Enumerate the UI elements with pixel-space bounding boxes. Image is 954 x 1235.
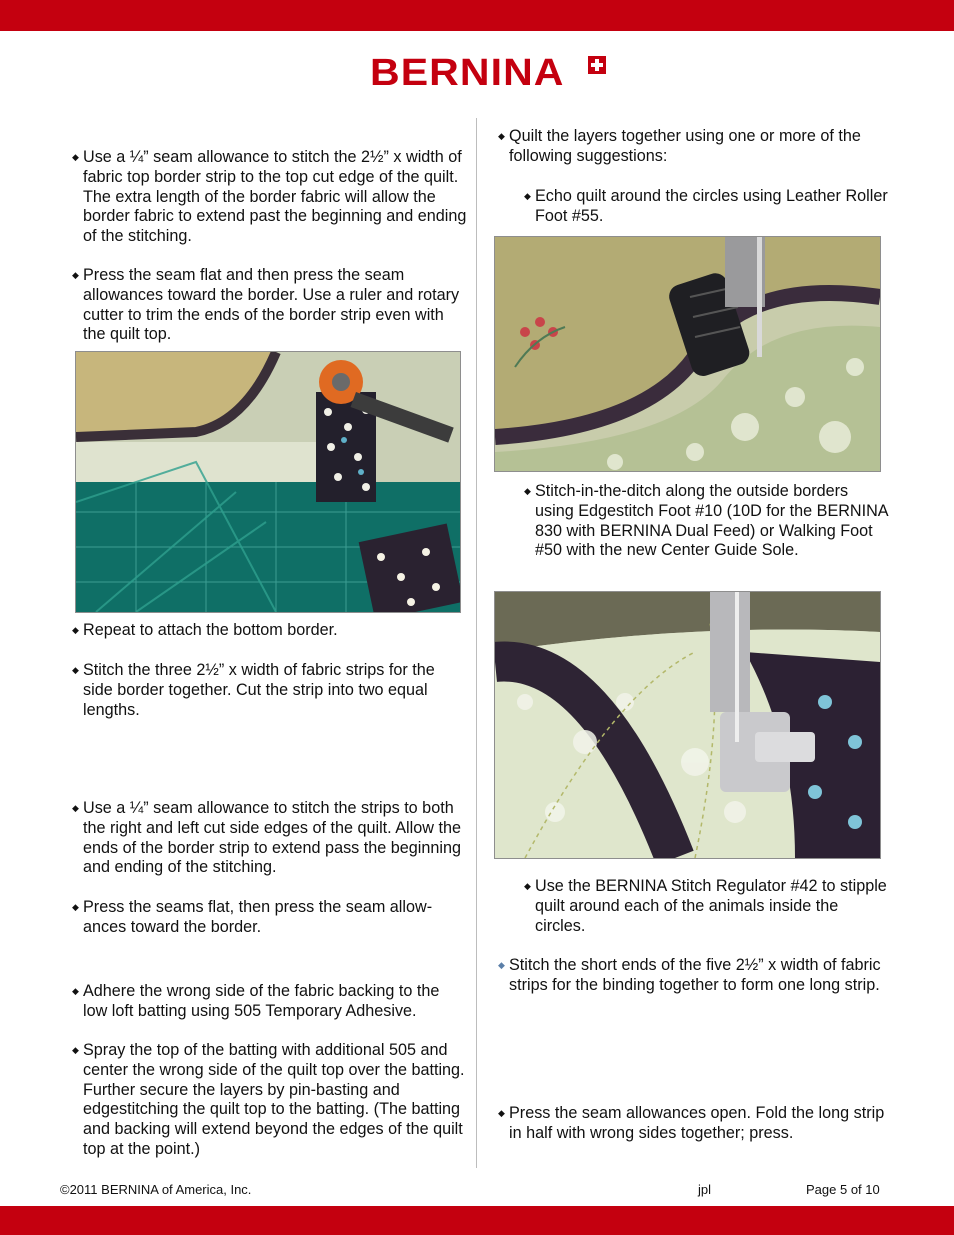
list-item xyxy=(72,1041,468,1160)
diamond-bullet-icon: ◆ xyxy=(498,1108,505,1118)
logo-wordmark: BERNINA xyxy=(370,52,565,94)
diamond-bullet-icon: ◆ xyxy=(72,270,79,280)
list-item xyxy=(72,898,468,938)
instruction-text: Stitch the three 2½” x width of fabric strips for the side border together. Cut the strip into two equal lengths. xyxy=(83,661,435,719)
diamond-bullet-icon: ◆ xyxy=(72,152,79,162)
photo-trimming-border-with-ruler xyxy=(75,351,461,613)
list-item xyxy=(498,1104,889,1144)
instruction-text: Stitch the short ends of the five 2½” x width of fabric strips for the binding together to form one long strip. xyxy=(509,956,881,994)
list-item xyxy=(72,266,468,345)
header-red-band xyxy=(0,0,954,31)
swiss-cross-icon xyxy=(588,56,606,74)
list-item xyxy=(498,127,889,167)
footer-page-number: Page 5 of 10 xyxy=(806,1182,880,1197)
diamond-bullet-icon: ◆ xyxy=(72,902,79,912)
list-item xyxy=(498,956,889,996)
instruction-text: Use the BERNINA Stitch Regulator #42 to stipple quilt around each of the animals inside the circles. xyxy=(535,877,887,935)
instruction-text: Use a ¼” seam allowance to stitch the strips to both the right and left cut side edges of the quilt. Allow the ends of the border strip to extend pass the beginning and ending of the stitching. xyxy=(83,799,461,877)
footer-copyright: ©2011 BERNINA of America, Inc. xyxy=(60,1182,252,1197)
instruction-text: Press the seam allowances open. Fold the long strip in half with wrong sides together; press. xyxy=(509,1104,885,1142)
diamond-bullet-icon: ◆ xyxy=(498,960,505,970)
instruction-text: Spray the top of the batting with additional 505 and center the wrong side of the quilt top over the batting. Further secure the layers by pin-basting and edgestitching the quilt top to the batting. (The batting and backing will extend beyond the edges of the quilt top at the point.) xyxy=(83,1041,465,1158)
instruction-text: Use a ¼” seam allowance to stitch the 2½” x width of fabric top border strip to the top cut edge of the quilt. The extra length of the border fabric will allow the border fabric to extend past the beginning and ending of the stitching. xyxy=(83,148,467,246)
diamond-bullet-icon: ◆ xyxy=(72,1045,79,1055)
diamond-bullet-icon: ◆ xyxy=(72,665,79,675)
footer-red-band xyxy=(0,1206,954,1235)
instruction-text: Repeat to attach the bottom border. xyxy=(83,621,338,639)
diamond-bullet-icon: ◆ xyxy=(72,986,79,996)
list-item-sub xyxy=(524,187,889,227)
diamond-bullet-icon: ◆ xyxy=(72,625,79,635)
instruction-text: Stitch-in-the-ditch along the outside borders using Edgestitch Foot #10 (10D for the BERNINA 830 with BERNINA Dual Feed) or Walking Foot #50 with the new Center Guide Sole. xyxy=(535,482,888,560)
instruction-text: Press the seams flat, then press the seam allow-ances toward the border. xyxy=(83,898,433,936)
list-item xyxy=(72,982,468,1022)
instruction-text: Echo quilt around the circles using Leather Roller Foot #55. xyxy=(535,187,888,225)
diamond-bullet-icon: ◆ xyxy=(524,881,531,891)
footer-initials: jpl xyxy=(698,1182,712,1197)
list-item xyxy=(72,661,468,720)
diamond-bullet-icon: ◆ xyxy=(72,803,79,813)
bernina-logo xyxy=(370,52,606,94)
diamond-bullet-icon: ◆ xyxy=(498,131,505,141)
list-item xyxy=(72,799,468,878)
list-item xyxy=(72,148,468,247)
list-item-sub xyxy=(524,482,889,561)
photo-edgestitch-foot xyxy=(494,591,881,859)
photo-leather-roller-foot xyxy=(494,236,881,472)
list-item xyxy=(72,621,468,641)
diamond-bullet-icon: ◆ xyxy=(524,191,531,201)
diamond-bullet-icon: ◆ xyxy=(524,486,531,496)
list-item-sub xyxy=(524,877,889,936)
instruction-text: Press the seam flat and then press the seam allowances toward the border. Use a ruler and rotary cutter to trim the ends of the border strip even with the quilt top. xyxy=(83,266,460,344)
instruction-text: Adhere the wrong side of the fabric backing to the low loft batting using 505 Temporary Adhesive. xyxy=(83,982,440,1020)
instruction-text: Quilt the layers together using one or more of the following suggestions: xyxy=(509,127,861,165)
column-divider xyxy=(476,118,477,1168)
